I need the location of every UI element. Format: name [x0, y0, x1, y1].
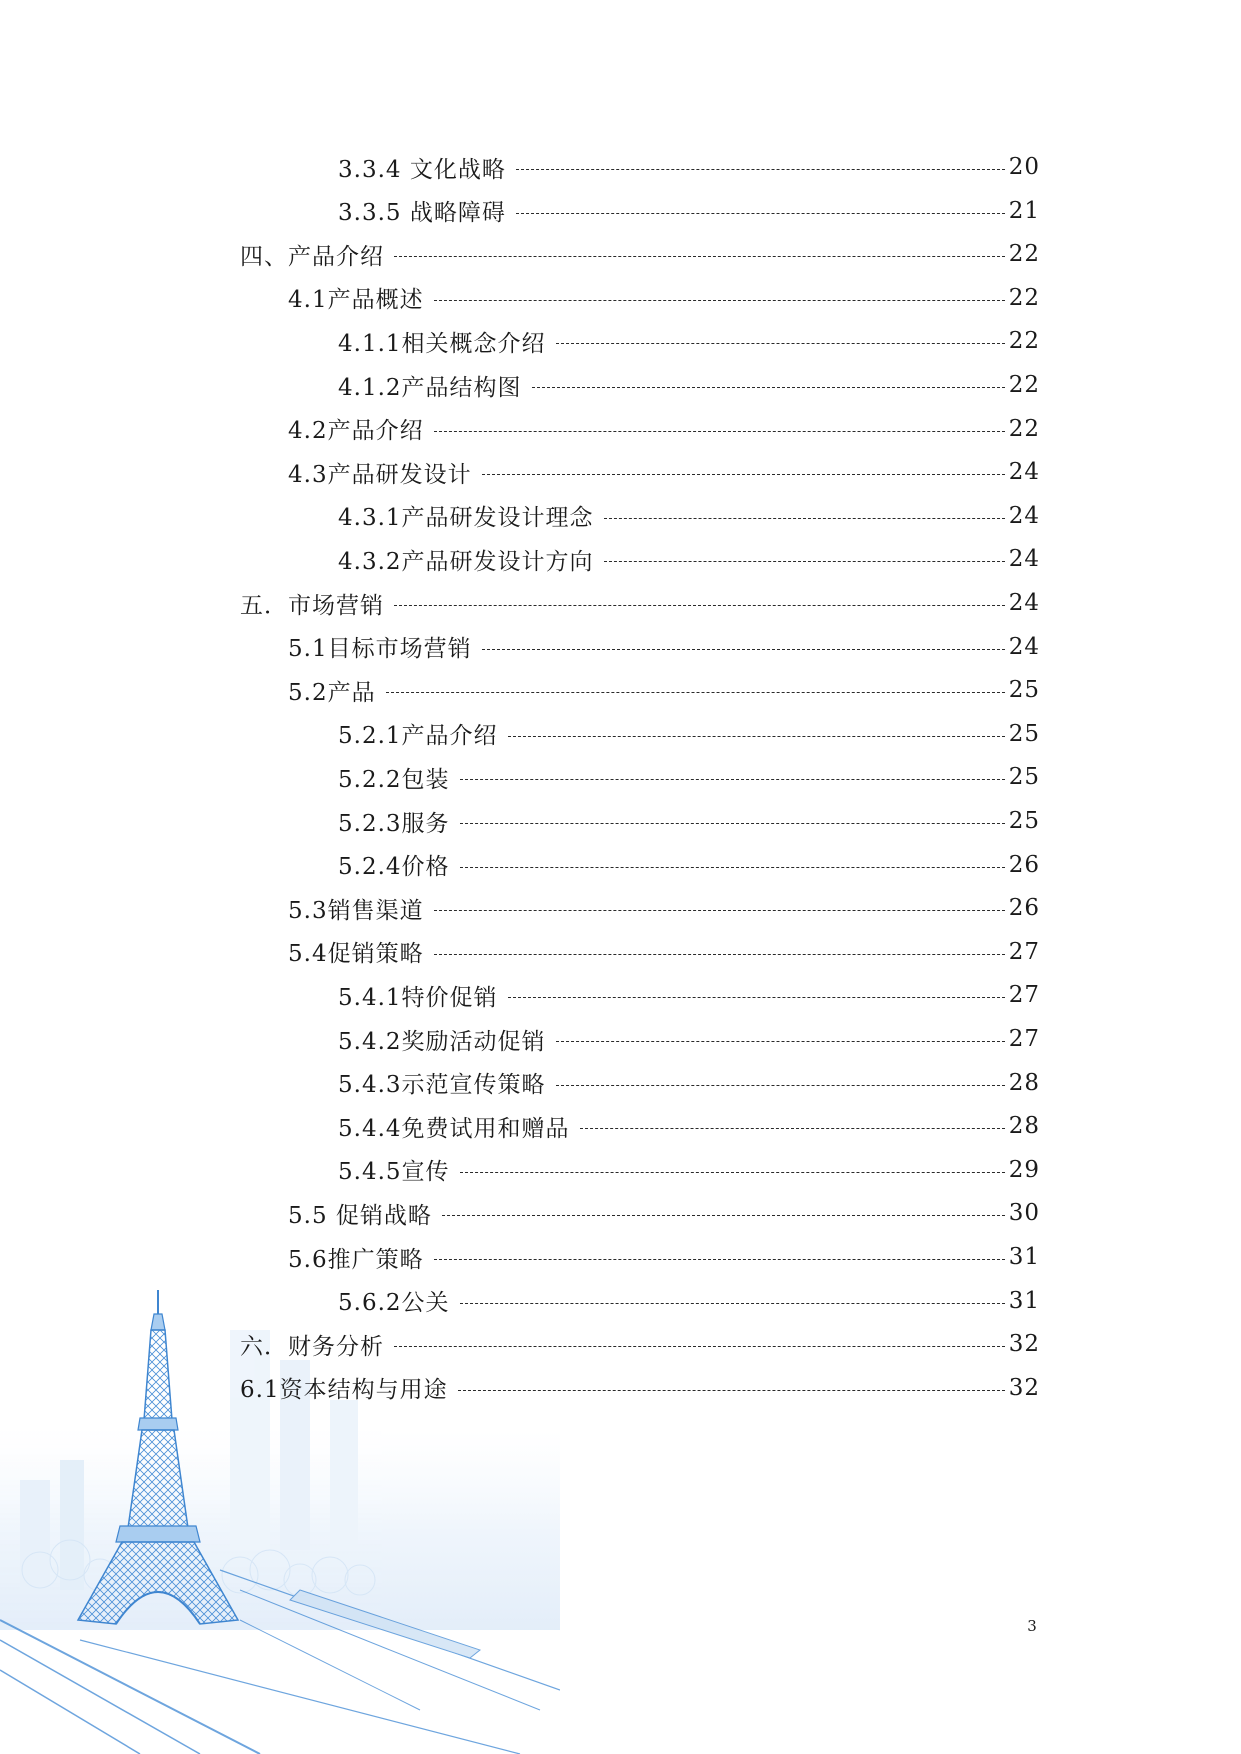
toc-entry-label: 5.2.3服务 — [338, 810, 450, 837]
toc-entry[interactable] — [0, 544, 1040, 574]
toc-dot-leader — [394, 604, 1005, 606]
toc-entry-label: 六．财务分析 — [240, 1333, 384, 1360]
toc-entry[interactable] — [0, 1286, 1040, 1316]
toc-entry-label: 5.4.3示范宣传策略 — [338, 1072, 546, 1099]
toc-entry-label: 4.3.2产品研发设计方向 — [338, 548, 594, 575]
toc-entry-label: 5.6推广策略 — [288, 1246, 424, 1273]
toc-entry-label: 5.3销售渠道 — [288, 897, 424, 924]
toc-dot-leader — [508, 735, 1005, 737]
toc-entry-page-number: 25 — [1008, 764, 1040, 791]
toc-entry-label: 5.4.5宣传 — [338, 1159, 450, 1186]
toc-entry[interactable] — [0, 239, 1040, 269]
toc-dot-leader — [394, 1345, 1005, 1347]
toc-entry[interactable] — [0, 762, 1040, 792]
toc-entry-page-number: 25 — [1008, 677, 1040, 704]
toc-entry-label: 四、产品介绍 — [240, 243, 384, 270]
toc-entry-page-number: 22 — [1008, 415, 1040, 442]
toc-entry[interactable] — [0, 1373, 1040, 1403]
toc-dot-leader — [556, 1040, 1005, 1042]
toc-dot-leader — [460, 1302, 1005, 1304]
toc-entry-page-number: 22 — [1008, 241, 1040, 268]
toc-entry-label: 4.3产品研发设计 — [288, 461, 472, 488]
toc-entry-label: 5.4.2奖励活动促销 — [338, 1028, 546, 1055]
toc-entry[interactable] — [0, 1329, 1040, 1359]
toc-entry-page-number: 28 — [1008, 1069, 1040, 1096]
toc-entry-label: 5.4促销策略 — [288, 941, 424, 968]
toc-entry-page-number: 24 — [1008, 502, 1040, 529]
toc-dot-leader — [434, 953, 1005, 955]
toc-entry-page-number: 31 — [1008, 1287, 1040, 1314]
toc-dot-leader — [458, 1389, 1005, 1391]
toc-entry-page-number: 22 — [1008, 372, 1040, 398]
toc-entry[interactable] — [0, 414, 1040, 444]
toc-entry[interactable] — [0, 719, 1040, 749]
toc-entry-label: 4.2产品介绍 — [288, 418, 424, 445]
toc-entry-label: 6.1资本结构与用途 — [240, 1377, 448, 1404]
toc-entry-label: 3.3.4 文化战略 — [338, 156, 506, 183]
toc-entry[interactable] — [0, 675, 1040, 705]
toc-entry[interactable] — [0, 806, 1040, 836]
toc-entry-page-number: 25 — [1008, 720, 1040, 747]
toc-entry[interactable] — [0, 501, 1040, 531]
toc-entry-page-number: 27 — [1008, 982, 1040, 1009]
toc-entry-page-number: 29 — [1008, 1156, 1040, 1183]
toc-entry-page-number: 27 — [1008, 938, 1040, 965]
toc-entry-page-number: 26 — [1008, 851, 1040, 878]
toc-dot-leader — [580, 1127, 1005, 1129]
toc-entry[interactable] — [0, 1198, 1040, 1228]
toc-dot-leader — [604, 560, 1005, 562]
toc-dot-leader — [516, 212, 1005, 214]
toc-dot-leader — [604, 517, 1005, 519]
toc-dot-leader — [394, 255, 1005, 257]
toc-entry[interactable] — [0, 850, 1040, 880]
toc-entry[interactable] — [0, 326, 1040, 356]
toc-dot-leader — [386, 691, 1005, 693]
toc-entry[interactable] — [0, 632, 1040, 662]
toc-entry[interactable] — [0, 457, 1040, 487]
toc-entry-page-number: 26 — [1008, 895, 1040, 922]
toc-entry[interactable] — [0, 1242, 1040, 1272]
toc-dot-leader — [460, 1171, 1005, 1173]
toc-dot-leader — [460, 866, 1005, 868]
toc-entry-label: 4.3.1产品研发设计理念 — [338, 505, 594, 532]
toc-entry[interactable] — [0, 196, 1040, 226]
toc-entry-label: 3.3.5 战略障碍 — [338, 200, 506, 227]
toc-entry-page-number: 27 — [1008, 1026, 1040, 1052]
toc-entry[interactable] — [0, 152, 1040, 182]
toc-dot-leader — [434, 430, 1005, 432]
toc-entry-label: 5.2产品 — [288, 679, 376, 706]
toc-entry-page-number: 28 — [1008, 1113, 1040, 1140]
toc-entry[interactable] — [0, 1024, 1040, 1054]
toc-entry-page-number: 21 — [1008, 197, 1040, 224]
toc-dot-leader — [508, 996, 1005, 998]
toc-dot-leader — [434, 1258, 1005, 1260]
toc-entry-label: 5.4.4免费试用和赠品 — [338, 1115, 570, 1142]
toc-dot-leader — [434, 909, 1005, 911]
toc-entry-label: 5.6.2公关 — [338, 1290, 450, 1317]
toc-entry-label: 4.1.2产品结构图 — [338, 374, 522, 401]
toc-entry-page-number: 32 — [1008, 1374, 1040, 1401]
toc-entry[interactable] — [0, 893, 1040, 923]
toc-entry-label: 5.2.1产品介绍 — [338, 723, 498, 750]
toc-entry-page-number: 24 — [1008, 633, 1040, 660]
toc-entry-page-number: 30 — [1008, 1200, 1040, 1227]
toc-entry-label: 4.1.1相关概念介绍 — [338, 330, 546, 357]
toc-dot-leader — [434, 299, 1005, 301]
toc-entry[interactable] — [0, 588, 1040, 618]
toc-entry[interactable] — [0, 370, 1040, 400]
toc-dot-leader — [556, 342, 1005, 344]
toc-entry-label: 4.1产品概述 — [288, 287, 424, 314]
toc-dot-leader — [556, 1084, 1005, 1086]
toc-entry-page-number: 24 — [1008, 459, 1040, 486]
toc-entry[interactable] — [0, 1155, 1040, 1185]
toc-entry-page-number: 32 — [1008, 1331, 1040, 1358]
toc-entry-label: 5.2.4价格 — [338, 854, 450, 881]
toc-entry-page-number: 22 — [1008, 284, 1040, 311]
toc-entry-label: 5.1目标市场营销 — [288, 636, 472, 663]
toc-entry-label: 五．市场营销 — [240, 592, 384, 619]
toc-dot-leader — [482, 648, 1005, 650]
toc-entry-label: 5.2.2包装 — [338, 766, 450, 793]
toc-entry[interactable] — [0, 1111, 1040, 1141]
toc-entry-label: 5.4.1特价促销 — [338, 984, 498, 1011]
toc-entry-page-number: 24 — [1008, 546, 1040, 573]
toc-entry-page-number: 25 — [1008, 808, 1040, 834]
toc-entry-page-number: 22 — [1008, 328, 1040, 355]
toc-entry-label: 5.5 促销战略 — [288, 1202, 432, 1229]
toc-entry[interactable] — [0, 283, 1040, 313]
toc-dot-leader — [516, 168, 1005, 170]
toc-dot-leader — [442, 1214, 1005, 1216]
toc-entry[interactable] — [0, 980, 1040, 1010]
toc-entry-page-number: 24 — [1008, 590, 1040, 616]
page-number: 3 — [1027, 1617, 1037, 1635]
toc-dot-leader — [532, 386, 1005, 388]
toc-entry[interactable] — [0, 1068, 1040, 1098]
toc-entry[interactable] — [0, 937, 1040, 967]
toc-dot-leader — [482, 473, 1005, 475]
toc-dot-leader — [460, 822, 1005, 824]
toc-dot-leader — [460, 778, 1005, 780]
toc-entry-page-number: 31 — [1008, 1244, 1040, 1270]
toc-entry-page-number: 20 — [1008, 154, 1040, 180]
